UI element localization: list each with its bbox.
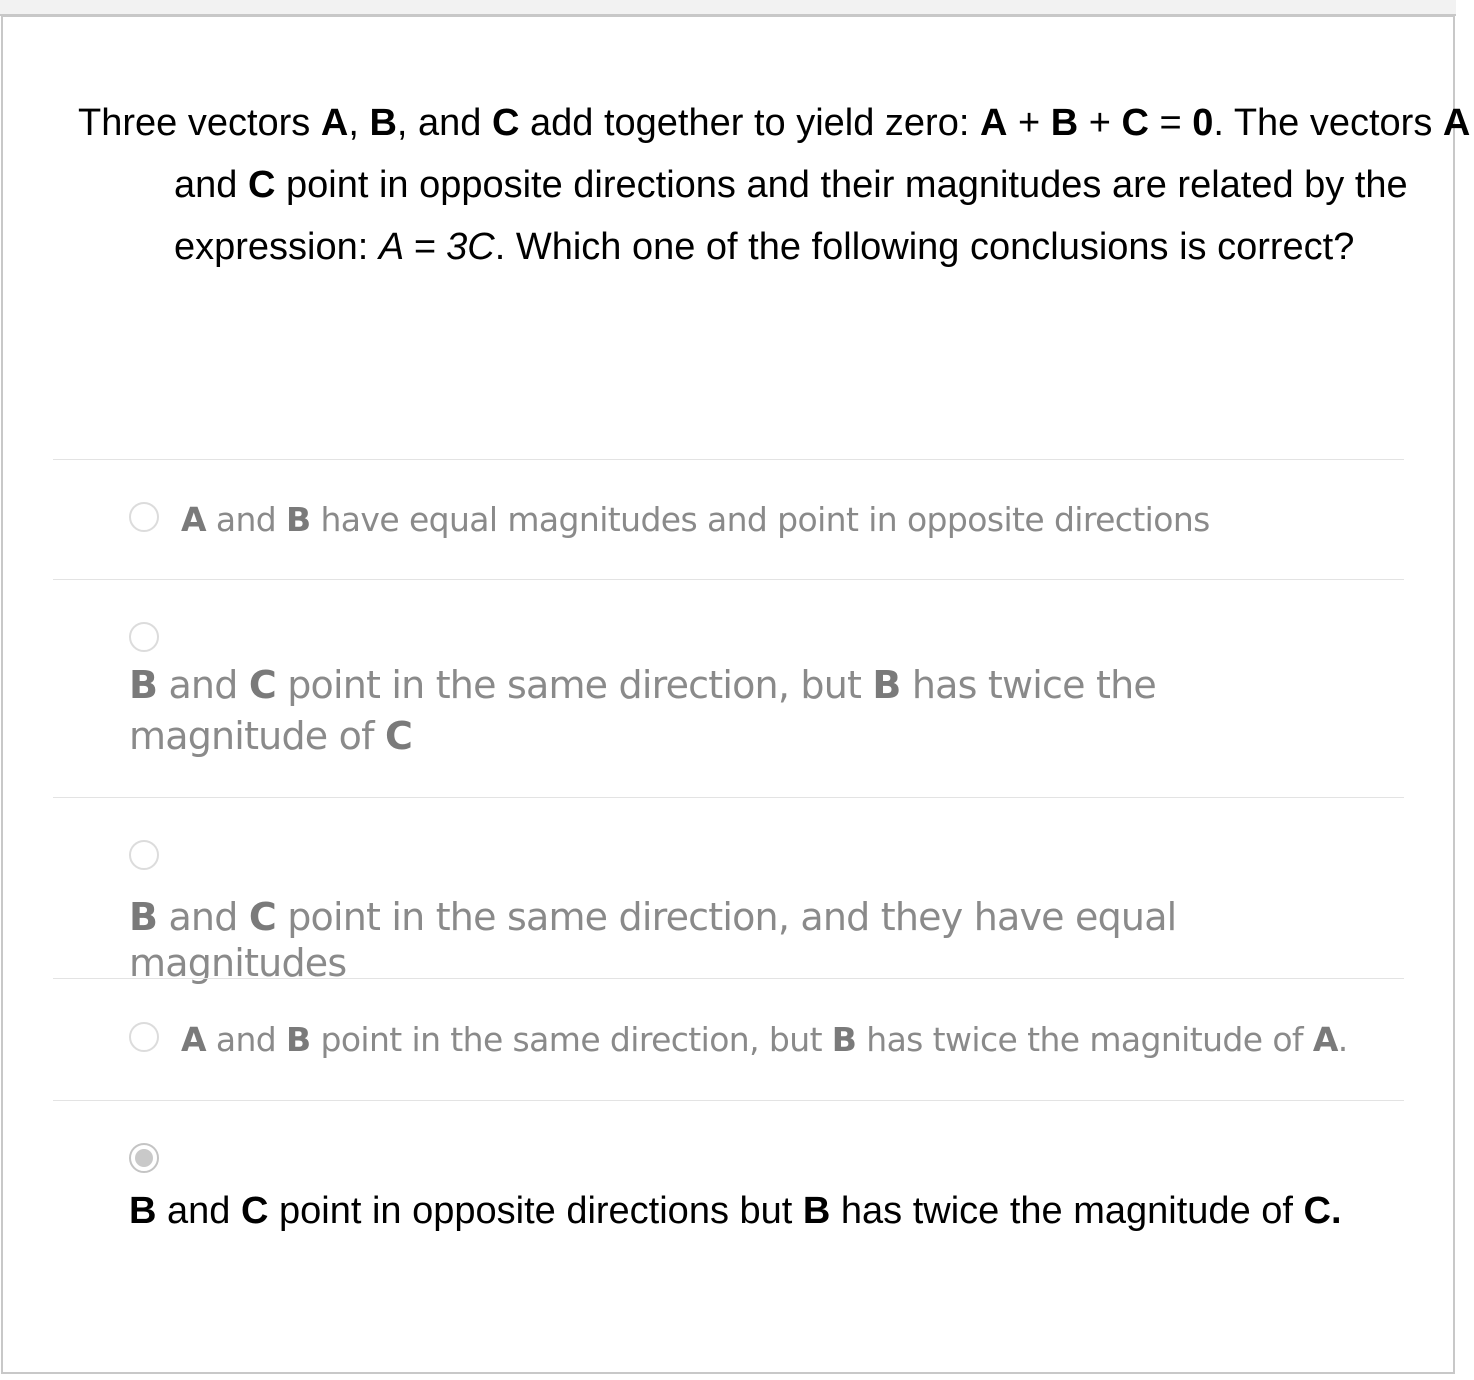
divider	[53, 579, 1404, 580]
divider	[53, 459, 1404, 460]
option-3-radio[interactable]	[129, 840, 159, 870]
vector-c: C	[247, 164, 276, 206]
option-5-radio[interactable]	[129, 1143, 159, 1173]
option-4-radio[interactable]	[129, 1022, 159, 1052]
vector-c: C	[491, 102, 520, 144]
divider	[53, 797, 1404, 798]
question-text: Three vectors A, B, and C add together to yield zero: A + B + C = 0. The vectors A and C point in opposite directions and their magnitudes are related by the expression: A = 3C. Which one of the following conclusions is correct?	[78, 102, 1471, 268]
sum-equation: A + B + C = 0	[979, 102, 1214, 144]
option-2-radio[interactable]	[129, 622, 159, 652]
option-3-label[interactable]: B and C point in the same direction, and they have equal magnitudes	[129, 895, 1177, 985]
option-2-label[interactable]: B and C point in the same direction, but B has twice the magnitude of C	[129, 663, 1156, 758]
vector-a: A	[320, 102, 349, 144]
divider	[53, 978, 1404, 979]
radio-selected-dot	[135, 1149, 153, 1167]
option-4-label[interactable]: A and B point in the same direction, but B has twice the magnitude of A.	[181, 1020, 1348, 1059]
option-1-radio[interactable]	[129, 502, 159, 532]
option-1-label[interactable]: A and B have equal magnitudes and point in opposite directions	[181, 500, 1210, 539]
magnitude-relation: A = 3C	[378, 226, 495, 268]
vector-b: B	[369, 102, 397, 144]
divider	[53, 1100, 1404, 1101]
top-strip	[0, 0, 1456, 16]
vector-a: A	[1442, 102, 1471, 144]
option-5-label[interactable]: B and C point in opposite directions but B has twice the magnitude of C.	[129, 1190, 1342, 1232]
